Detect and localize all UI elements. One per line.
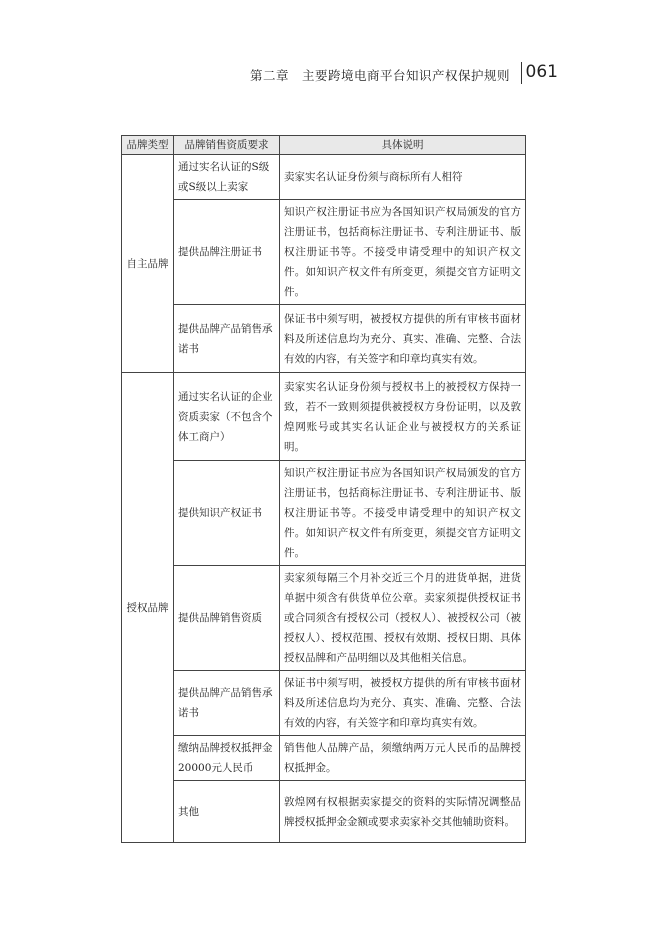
table-row — [122, 566, 526, 671]
description-cell: 知识产权注册证书应为各国知识产权局颁发的官方注册证书，包括商标注册证书、专利注册证书、版权注册证书等。不接受申请受理中的知识产权文件。如知识产权文件有所变更，须提交官方证明文件。 — [280, 461, 526, 566]
requirement-cell: 提供品牌销售资质 — [174, 566, 280, 671]
header-brand-type: 品牌类型 — [122, 136, 174, 155]
category-own-brand: 自主品牌 — [122, 155, 174, 373]
description-cell: 保证书中须写明，被授权方提供的所有审核书面材料及所述信息均为充分、真实、准确、完整、合法有效的内容，有关签字和印章均真实有效。 — [280, 305, 526, 373]
chapter-title: 第二章 主要跨境电商平台知识产权保护规则 — [249, 68, 510, 83]
table-row — [122, 305, 526, 373]
table-row — [122, 461, 526, 566]
header-description: 具体说明 — [280, 136, 526, 155]
running-header — [160, 62, 560, 86]
category-licensed-brand: 授权品牌 — [122, 373, 174, 843]
description-cell: 知识产权注册证书应为各国知识产权局颁发的官方注册证书，包括商标注册证书、专利注册证书、版权注册证书等。不接受申请受理中的知识产权文件。如知识产权文件有所变更，须提交官方证明文件。 — [280, 200, 526, 305]
description-cell: 保证书中须写明，被授权方提供的所有审核书面材料及所述信息均为充分、真实、准确、完整、合法有效的内容，有关签字和印章均真实有效。 — [280, 671, 526, 736]
requirement-cell: 提供知识产权证书 — [174, 461, 280, 566]
requirement-cell: 提供品牌注册证书 — [174, 200, 280, 305]
requirement-cell: 通过实名认证的S级或S级以上卖家 — [174, 155, 280, 200]
description-cell: 卖家实名认证身份须与商标所有人相符 — [280, 155, 526, 200]
brand-requirements-table — [121, 135, 526, 843]
description-cell: 卖家实名认证身份须与授权书上的被授权方保持一致，若不一致则须提供被授权方身份证明，以及敦煌网账号或其实名认证企业与被授权方的关系证明。 — [280, 373, 526, 461]
requirement-cell: 缴纳品牌授权抵押金20000元人民币 — [174, 736, 280, 781]
table-row — [122, 155, 526, 200]
table-header-row — [122, 136, 526, 155]
description-cell: 销售他人品牌产品，须缴纳两万元人民币的品牌授权抵押金。 — [280, 736, 526, 781]
table-row — [122, 736, 526, 781]
requirement-cell: 提供品牌产品销售承诺书 — [174, 305, 280, 373]
table-row — [122, 200, 526, 305]
requirement-cell: 其他 — [174, 781, 280, 843]
table-row — [122, 373, 526, 461]
requirement-cell: 提供品牌产品销售承诺书 — [174, 671, 280, 736]
description-cell: 敦煌网有权根据卖家提交的资料的实际情况调整品牌授权抵押金金额或要求卖家补交其他辅助资料。 — [280, 781, 526, 843]
description-cell: 卖家须每隔三个月补交近三个月的进货单据，进货单据中须含有供货单位公章。卖家须提供授权证书或合同须含有授权公司（授权人）、被授权公司（被授权人）、授权范围、授权有效期、授权日期、具体授权品牌和产品明细以及其他相关信息。 — [280, 566, 526, 671]
table-row — [122, 671, 526, 736]
requirement-cell: 通过实名认证的企业资质卖家（不包含个体工商户） — [174, 373, 280, 461]
table-row — [122, 781, 526, 843]
header-separator — [521, 62, 522, 84]
page-number: 061 — [525, 62, 558, 82]
header-requirement: 品牌销售资质要求 — [174, 136, 280, 155]
